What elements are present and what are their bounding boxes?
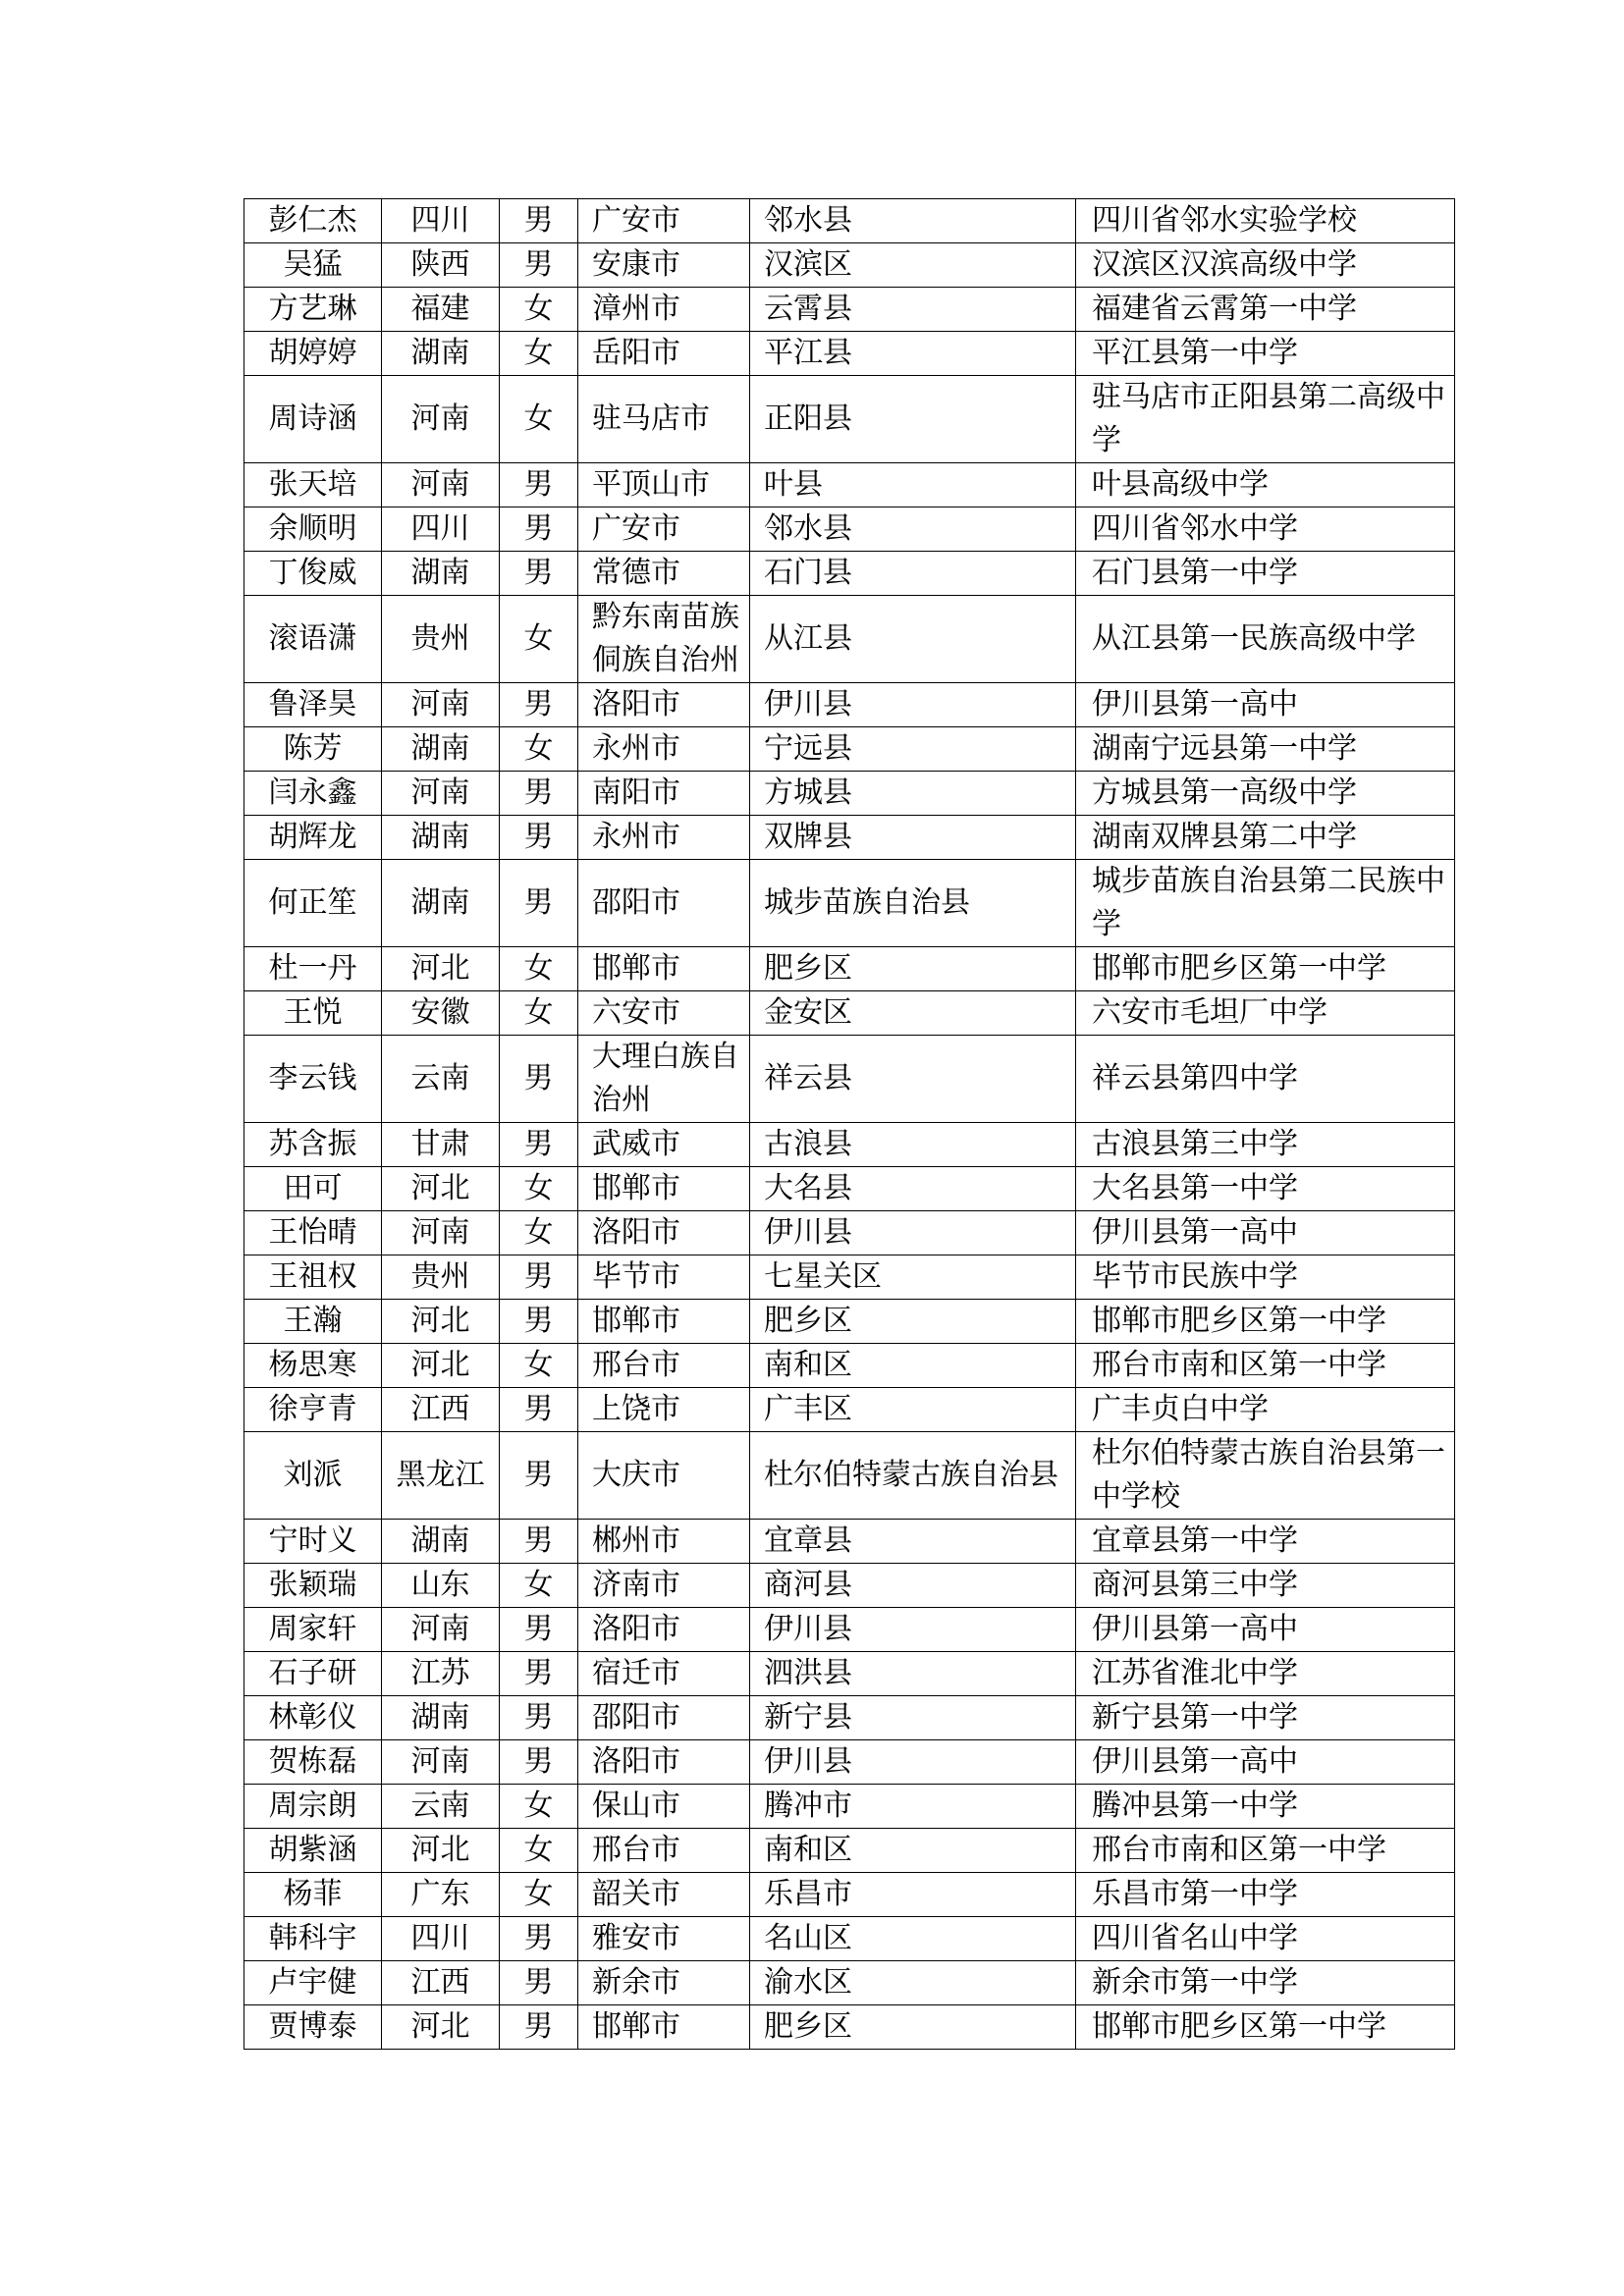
- county-cell: 方城县: [750, 772, 1076, 816]
- table-row: [244, 1344, 1455, 1388]
- city-cell: 上饶市: [578, 1388, 750, 1432]
- name-cell: 滚语潇: [244, 596, 382, 683]
- gender-cell: 男: [500, 199, 578, 243]
- county-cell: 古浪县: [750, 1123, 1076, 1167]
- province-cell: 河南: [382, 376, 500, 463]
- city-cell: 常德市: [578, 552, 750, 596]
- county-cell: 从江县: [750, 596, 1076, 683]
- gender-cell: 女: [500, 1344, 578, 1388]
- school-cell: 从江县第一民族高级中学: [1076, 596, 1455, 683]
- school-cell: 邯郸市肥乡区第一中学: [1076, 2005, 1455, 2050]
- name-cell: 闫永鑫: [244, 772, 382, 816]
- city-cell: 邯郸市: [578, 2005, 750, 2050]
- table-row: [244, 1036, 1455, 1123]
- school-cell: 伊川县第一高中: [1076, 1211, 1455, 1255]
- school-cell: 杜尔伯特蒙古族自治县第一中学校: [1076, 1432, 1455, 1520]
- name-cell: 苏含振: [244, 1123, 382, 1167]
- province-cell: 江苏: [382, 1652, 500, 1696]
- table-row: [244, 2005, 1455, 2050]
- school-cell: 邢台市南和区第一中学: [1076, 1829, 1455, 1873]
- county-cell: 南和区: [750, 1344, 1076, 1388]
- name-cell: 刘派: [244, 1432, 382, 1520]
- province-cell: 江西: [382, 1961, 500, 2005]
- county-cell: 伊川县: [750, 1211, 1076, 1255]
- table-row: [244, 1961, 1455, 2005]
- name-cell: 林彰仪: [244, 1696, 382, 1740]
- province-cell: 四川: [382, 507, 500, 552]
- province-cell: 湖南: [382, 332, 500, 376]
- table-row: [244, 507, 1455, 552]
- table-row: [244, 1785, 1455, 1829]
- province-cell: 河南: [382, 1211, 500, 1255]
- name-cell: 周诗涵: [244, 376, 382, 463]
- province-cell: 贵州: [382, 596, 500, 683]
- city-cell: 洛阳市: [578, 1211, 750, 1255]
- city-cell: 邢台市: [578, 1829, 750, 1873]
- gender-cell: 女: [500, 991, 578, 1036]
- table-row: [244, 1432, 1455, 1520]
- roster-body: [244, 199, 1455, 2050]
- gender-cell: 男: [500, 772, 578, 816]
- name-cell: 石子研: [244, 1652, 382, 1696]
- school-cell: 汉滨区汉滨高级中学: [1076, 243, 1455, 288]
- county-cell: 新宁县: [750, 1696, 1076, 1740]
- table-row: [244, 1740, 1455, 1785]
- name-cell: 韩科宇: [244, 1917, 382, 1961]
- city-cell: 邵阳市: [578, 1696, 750, 1740]
- county-cell: 肥乡区: [750, 947, 1076, 991]
- school-cell: 城步苗族自治县第二民族中学: [1076, 860, 1455, 947]
- province-cell: 河南: [382, 772, 500, 816]
- gender-cell: 男: [500, 1961, 578, 2005]
- school-cell: 方城县第一高级中学: [1076, 772, 1455, 816]
- name-cell: 田可: [244, 1167, 382, 1211]
- gender-cell: 男: [500, 1917, 578, 1961]
- table-row: [244, 288, 1455, 332]
- gender-cell: 男: [500, 683, 578, 727]
- county-cell: 伊川县: [750, 1740, 1076, 1785]
- county-cell: 汉滨区: [750, 243, 1076, 288]
- school-cell: 乐昌市第一中学: [1076, 1873, 1455, 1917]
- name-cell: 胡婷婷: [244, 332, 382, 376]
- school-cell: 邢台市南和区第一中学: [1076, 1344, 1455, 1388]
- table-row: [244, 772, 1455, 816]
- province-cell: 河北: [382, 1300, 500, 1344]
- city-cell: 洛阳市: [578, 1608, 750, 1652]
- gender-cell: 女: [500, 947, 578, 991]
- gender-cell: 男: [500, 1388, 578, 1432]
- table-row: [244, 947, 1455, 991]
- county-cell: 宁远县: [750, 727, 1076, 772]
- name-cell: 胡紫涵: [244, 1829, 382, 1873]
- province-cell: 河北: [382, 947, 500, 991]
- gender-cell: 男: [500, 860, 578, 947]
- name-cell: 余顺明: [244, 507, 382, 552]
- student-roster-table: [244, 198, 1455, 2050]
- gender-cell: 女: [500, 1564, 578, 1608]
- school-cell: 祥云县第四中学: [1076, 1036, 1455, 1123]
- province-cell: 河北: [382, 2005, 500, 2050]
- city-cell: 大理白族自治州: [578, 1036, 750, 1123]
- city-cell: 洛阳市: [578, 683, 750, 727]
- name-cell: 胡辉龙: [244, 816, 382, 860]
- gender-cell: 男: [500, 816, 578, 860]
- name-cell: 鲁泽昊: [244, 683, 382, 727]
- school-cell: 伊川县第一高中: [1076, 683, 1455, 727]
- name-cell: 贾博泰: [244, 2005, 382, 2050]
- gender-cell: 男: [500, 1036, 578, 1123]
- gender-cell: 男: [500, 1432, 578, 1520]
- table-row: [244, 860, 1455, 947]
- school-cell: 新宁县第一中学: [1076, 1696, 1455, 1740]
- gender-cell: 男: [500, 552, 578, 596]
- gender-cell: 男: [500, 463, 578, 507]
- name-cell: 王瀚: [244, 1300, 382, 1344]
- table-row: [244, 683, 1455, 727]
- province-cell: 河南: [382, 463, 500, 507]
- school-cell: 伊川县第一高中: [1076, 1740, 1455, 1785]
- province-cell: 江西: [382, 1388, 500, 1432]
- province-cell: 贵州: [382, 1255, 500, 1300]
- table-row: [244, 1388, 1455, 1432]
- school-cell: 新余市第一中学: [1076, 1961, 1455, 2005]
- county-cell: 邻水县: [750, 507, 1076, 552]
- name-cell: 李云钱: [244, 1036, 382, 1123]
- gender-cell: 女: [500, 1873, 578, 1917]
- city-cell: 韶关市: [578, 1873, 750, 1917]
- county-cell: 城步苗族自治县: [750, 860, 1076, 947]
- city-cell: 武威市: [578, 1123, 750, 1167]
- city-cell: 六安市: [578, 991, 750, 1036]
- province-cell: 广东: [382, 1873, 500, 1917]
- county-cell: 商河县: [750, 1564, 1076, 1608]
- city-cell: 永州市: [578, 727, 750, 772]
- name-cell: 王祖权: [244, 1255, 382, 1300]
- table-row: [244, 1917, 1455, 1961]
- name-cell: 王悦: [244, 991, 382, 1036]
- city-cell: 平顶山市: [578, 463, 750, 507]
- school-cell: 江苏省淮北中学: [1076, 1652, 1455, 1696]
- city-cell: 毕节市: [578, 1255, 750, 1300]
- name-cell: 张颖瑞: [244, 1564, 382, 1608]
- county-cell: 伊川县: [750, 1608, 1076, 1652]
- city-cell: 黔东南苗族侗族自治州: [578, 596, 750, 683]
- city-cell: 南阳市: [578, 772, 750, 816]
- province-cell: 陕西: [382, 243, 500, 288]
- school-cell: 湖南双牌县第二中学: [1076, 816, 1455, 860]
- county-cell: 金安区: [750, 991, 1076, 1036]
- province-cell: 四川: [382, 199, 500, 243]
- gender-cell: 女: [500, 1829, 578, 1873]
- province-cell: 湖南: [382, 552, 500, 596]
- school-cell: 邯郸市肥乡区第一中学: [1076, 947, 1455, 991]
- gender-cell: 男: [500, 1300, 578, 1344]
- gender-cell: 女: [500, 727, 578, 772]
- province-cell: 湖南: [382, 816, 500, 860]
- table-row: [244, 1829, 1455, 1873]
- school-cell: 广丰贞白中学: [1076, 1388, 1455, 1432]
- county-cell: 名山区: [750, 1917, 1076, 1961]
- table-row: [244, 1211, 1455, 1255]
- province-cell: 福建: [382, 288, 500, 332]
- province-cell: 河北: [382, 1344, 500, 1388]
- province-cell: 黑龙江: [382, 1432, 500, 1520]
- school-cell: 四川省邻水实验学校: [1076, 199, 1455, 243]
- table-row: [244, 596, 1455, 683]
- table-row: [244, 463, 1455, 507]
- city-cell: 洛阳市: [578, 1740, 750, 1785]
- county-cell: 双牌县: [750, 816, 1076, 860]
- table-row: [244, 199, 1455, 243]
- name-cell: 方艺琳: [244, 288, 382, 332]
- gender-cell: 男: [500, 2005, 578, 2050]
- name-cell: 杨菲: [244, 1873, 382, 1917]
- school-cell: 四川省邻水中学: [1076, 507, 1455, 552]
- school-cell: 湖南宁远县第一中学: [1076, 727, 1455, 772]
- gender-cell: 女: [500, 596, 578, 683]
- city-cell: 邢台市: [578, 1344, 750, 1388]
- gender-cell: 女: [500, 1785, 578, 1829]
- gender-cell: 男: [500, 243, 578, 288]
- name-cell: 周家轩: [244, 1608, 382, 1652]
- county-cell: 渝水区: [750, 1961, 1076, 2005]
- school-cell: 平江县第一中学: [1076, 332, 1455, 376]
- city-cell: 岳阳市: [578, 332, 750, 376]
- gender-cell: 女: [500, 1167, 578, 1211]
- city-cell: 保山市: [578, 1785, 750, 1829]
- province-cell: 甘肃: [382, 1123, 500, 1167]
- county-cell: 南和区: [750, 1829, 1076, 1873]
- county-cell: 叶县: [750, 463, 1076, 507]
- name-cell: 宁时义: [244, 1520, 382, 1564]
- table-row: [244, 1255, 1455, 1300]
- school-cell: 大名县第一中学: [1076, 1167, 1455, 1211]
- province-cell: 安徽: [382, 991, 500, 1036]
- name-cell: 彭仁杰: [244, 199, 382, 243]
- gender-cell: 女: [500, 1211, 578, 1255]
- county-cell: 广丰区: [750, 1388, 1076, 1432]
- name-cell: 何正笙: [244, 860, 382, 947]
- city-cell: 永州市: [578, 816, 750, 860]
- county-cell: 邻水县: [750, 199, 1076, 243]
- province-cell: 河南: [382, 1608, 500, 1652]
- province-cell: 河北: [382, 1829, 500, 1873]
- table-row: [244, 1520, 1455, 1564]
- table-row: [244, 1167, 1455, 1211]
- county-cell: 正阳县: [750, 376, 1076, 463]
- county-cell: 肥乡区: [750, 2005, 1076, 2050]
- table-row: [244, 1564, 1455, 1608]
- city-cell: 雅安市: [578, 1917, 750, 1961]
- gender-cell: 男: [500, 1608, 578, 1652]
- city-cell: 驻马店市: [578, 376, 750, 463]
- name-cell: 张天培: [244, 463, 382, 507]
- county-cell: 平江县: [750, 332, 1076, 376]
- table-row: [244, 1696, 1455, 1740]
- county-cell: 泗洪县: [750, 1652, 1076, 1696]
- name-cell: 丁俊威: [244, 552, 382, 596]
- county-cell: 肥乡区: [750, 1300, 1076, 1344]
- school-cell: 四川省名山中学: [1076, 1917, 1455, 1961]
- county-cell: 云霄县: [750, 288, 1076, 332]
- city-cell: 漳州市: [578, 288, 750, 332]
- gender-cell: 女: [500, 376, 578, 463]
- school-cell: 叶县高级中学: [1076, 463, 1455, 507]
- table-row: [244, 816, 1455, 860]
- province-cell: 云南: [382, 1036, 500, 1123]
- city-cell: 大庆市: [578, 1432, 750, 1520]
- county-cell: 宜章县: [750, 1520, 1076, 1564]
- name-cell: 周宗朗: [244, 1785, 382, 1829]
- name-cell: 贺栋磊: [244, 1740, 382, 1785]
- name-cell: 吴猛: [244, 243, 382, 288]
- gender-cell: 男: [500, 1123, 578, 1167]
- school-cell: 石门县第一中学: [1076, 552, 1455, 596]
- gender-cell: 男: [500, 1520, 578, 1564]
- school-cell: 毕节市民族中学: [1076, 1255, 1455, 1300]
- table-row: [244, 332, 1455, 376]
- city-cell: 邵阳市: [578, 860, 750, 947]
- name-cell: 徐亨青: [244, 1388, 382, 1432]
- city-cell: 新余市: [578, 1961, 750, 2005]
- city-cell: 邯郸市: [578, 947, 750, 991]
- table-row: [244, 727, 1455, 772]
- city-cell: 安康市: [578, 243, 750, 288]
- table-row: [244, 243, 1455, 288]
- table-row: [244, 552, 1455, 596]
- table-row: [244, 376, 1455, 463]
- table-row: [244, 1300, 1455, 1344]
- name-cell: 卢宇健: [244, 1961, 382, 2005]
- table-row: [244, 1652, 1455, 1696]
- city-cell: 广安市: [578, 199, 750, 243]
- province-cell: 河南: [382, 1740, 500, 1785]
- city-cell: 邯郸市: [578, 1167, 750, 1211]
- city-cell: 邯郸市: [578, 1300, 750, 1344]
- province-cell: 湖南: [382, 1696, 500, 1740]
- gender-cell: 男: [500, 507, 578, 552]
- gender-cell: 女: [500, 288, 578, 332]
- gender-cell: 女: [500, 332, 578, 376]
- school-cell: 商河县第三中学: [1076, 1564, 1455, 1608]
- school-cell: 六安市毛坦厂中学: [1076, 991, 1455, 1036]
- gender-cell: 男: [500, 1740, 578, 1785]
- province-cell: 河北: [382, 1167, 500, 1211]
- province-cell: 四川: [382, 1917, 500, 1961]
- school-cell: 宜章县第一中学: [1076, 1520, 1455, 1564]
- province-cell: 山东: [382, 1564, 500, 1608]
- county-cell: 祥云县: [750, 1036, 1076, 1123]
- city-cell: 郴州市: [578, 1520, 750, 1564]
- name-cell: 杨思寒: [244, 1344, 382, 1388]
- school-cell: 驻马店市正阳县第二高级中学: [1076, 376, 1455, 463]
- name-cell: 王怡晴: [244, 1211, 382, 1255]
- gender-cell: 男: [500, 1255, 578, 1300]
- county-cell: 腾冲市: [750, 1785, 1076, 1829]
- table-row: [244, 1608, 1455, 1652]
- city-cell: 宿迁市: [578, 1652, 750, 1696]
- name-cell: 杜一丹: [244, 947, 382, 991]
- school-cell: 伊川县第一高中: [1076, 1608, 1455, 1652]
- city-cell: 济南市: [578, 1564, 750, 1608]
- county-cell: 石门县: [750, 552, 1076, 596]
- table-row: [244, 1873, 1455, 1917]
- county-cell: 七星关区: [750, 1255, 1076, 1300]
- province-cell: 湖南: [382, 727, 500, 772]
- province-cell: 湖南: [382, 1520, 500, 1564]
- school-cell: 古浪县第三中学: [1076, 1123, 1455, 1167]
- province-cell: 云南: [382, 1785, 500, 1829]
- school-cell: 腾冲县第一中学: [1076, 1785, 1455, 1829]
- table-row: [244, 991, 1455, 1036]
- county-cell: 伊川县: [750, 683, 1076, 727]
- gender-cell: 男: [500, 1696, 578, 1740]
- province-cell: 河南: [382, 683, 500, 727]
- county-cell: 杜尔伯特蒙古族自治县: [750, 1432, 1076, 1520]
- table-row: [244, 1123, 1455, 1167]
- school-cell: 福建省云霄第一中学: [1076, 288, 1455, 332]
- school-cell: 邯郸市肥乡区第一中学: [1076, 1300, 1455, 1344]
- city-cell: 广安市: [578, 507, 750, 552]
- county-cell: 乐昌市: [750, 1873, 1076, 1917]
- province-cell: 湖南: [382, 860, 500, 947]
- gender-cell: 男: [500, 1652, 578, 1696]
- county-cell: 大名县: [750, 1167, 1076, 1211]
- name-cell: 陈芳: [244, 727, 382, 772]
